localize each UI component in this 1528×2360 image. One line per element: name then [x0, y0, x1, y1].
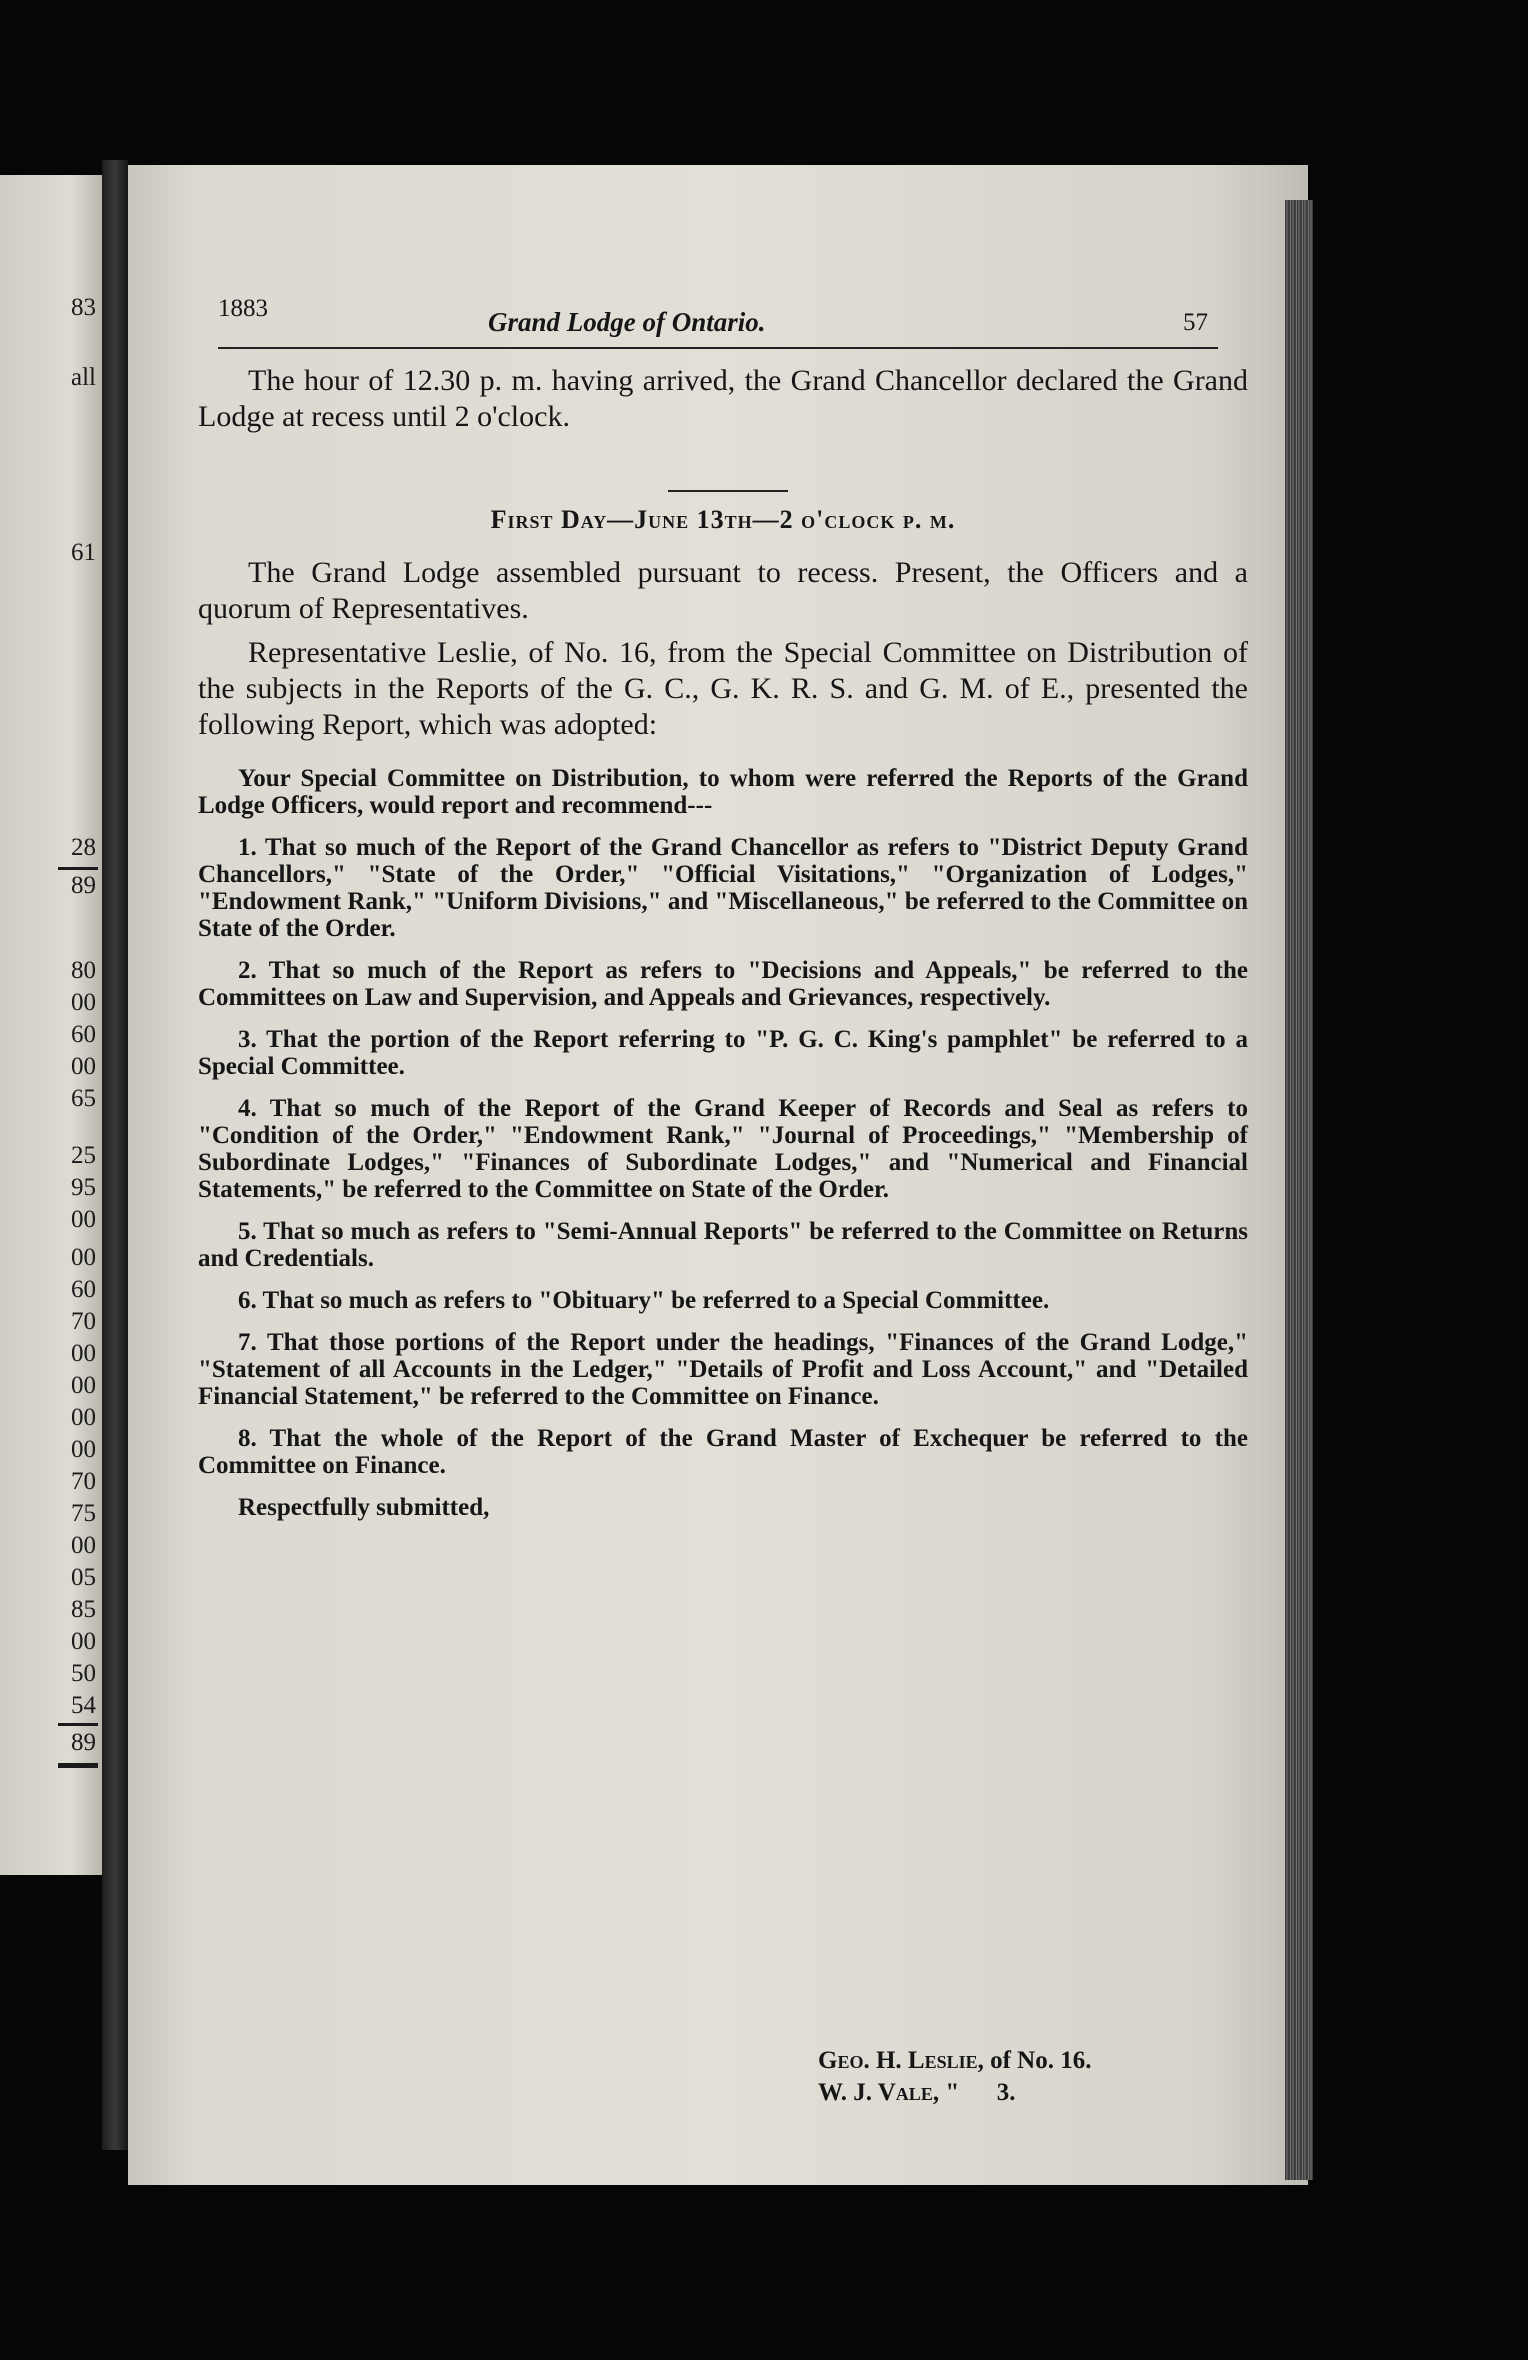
- book-gutter: [102, 160, 128, 2150]
- header-rule: [218, 347, 1218, 349]
- committee-paragraph-block: [198, 635, 1248, 743]
- margin-figure: 65: [71, 1085, 96, 1112]
- margin-figure: 00: [71, 1244, 96, 1271]
- assembly-paragraph-block: [198, 555, 1248, 627]
- margin-figure: 00: [71, 1436, 96, 1463]
- margin-figure: 70: [71, 1468, 96, 1495]
- margin-figure: 83: [71, 294, 96, 321]
- margin-figure: 00: [71, 1532, 96, 1559]
- margin-figure: 00: [71, 1053, 96, 1080]
- report-item: 7. That those portions of the Report under the headings, "Finances of the Grand Lodge," "Statement of all Accounts in the Ledger," "Details of Profit and Loss Account," and "Detailed Financial Statement," be referred to the Committee on Finance.: [198, 1329, 1248, 1410]
- margin-figure: 89: [71, 1729, 96, 1756]
- header-title: Grand Lodge of Ontario.: [488, 307, 766, 337]
- margin-figure: 00: [71, 989, 96, 1016]
- section-heading: First Day—June 13th—2 o'clock p. m.: [490, 505, 956, 534]
- section-divider: [668, 490, 788, 492]
- margin-figure: 80: [71, 957, 96, 984]
- report-item: 8. That the whole of the Report of the Grand Master of Exchequer be referred to the Committee on Finance.: [198, 1425, 1248, 1479]
- signature-line: [818, 2045, 1218, 2077]
- report-item: 1. That so much of the Report of the Grand Chancellor as refers to "District Deputy Grand Chancellors," "State of the Order," "Official Visitations," "Organization of Lodges," "Endowment Rank," "Uniform Divisions," and "Miscellaneous," be referred to the Committee on State of the Order.: [198, 834, 1248, 942]
- page-number: 57: [1183, 309, 1208, 336]
- signature-line: [818, 2077, 1218, 2109]
- signature-block: [818, 2045, 1218, 2109]
- margin-figure: 54: [71, 1692, 96, 1719]
- report-item: 3. That the portion of the Report referring to "P. G. C. King's pamphlet" be referred to a Special Committee.: [198, 1026, 1248, 1080]
- signatory-name: Geo. H. Leslie,: [818, 2047, 984, 2074]
- facing-page-fragment: [0, 175, 102, 1875]
- header-year: 1883: [218, 295, 268, 322]
- report-item: 5. That so much as refers to "Semi-Annual Reports" be referred to the Committee on Returns and Credentials.: [198, 1218, 1248, 1272]
- margin-figure: 89: [71, 872, 96, 899]
- margin-figure: 60: [71, 1276, 96, 1303]
- margin-figure: 00: [71, 1340, 96, 1367]
- margin-figure: 28: [71, 834, 96, 861]
- assembly-paragraph: The Grand Lodge assembled pursuant to recess. Present, the Officers and a quorum of Representatives.: [198, 556, 1248, 625]
- margin-figure: 00: [71, 1372, 96, 1399]
- margin-figure: 50: [71, 1660, 96, 1687]
- committee-paragraph: Representative Leslie, of No. 16, from the Special Committee on Distribution of the subjects in the Reports of the G. C., G. K. R. S. and G. M. of E., presented the following Report, which was adopted:: [198, 636, 1248, 741]
- running-header: [198, 295, 1248, 345]
- signatory-name: W. J. Vale,: [818, 2079, 940, 2106]
- signatory-lodge: of No. 16.: [990, 2047, 1092, 2074]
- margin-figure: 00: [71, 1404, 96, 1431]
- margin-figure: 85: [71, 1596, 96, 1623]
- page-edge-stack: [1285, 200, 1313, 2180]
- opening-paragraph: The hour of 12.30 p. m. having arrived, the Grand Chancellor declared the Grand Lodge at recess until 2 o'clock.: [198, 364, 1248, 433]
- margin-figure: 05: [71, 1564, 96, 1591]
- margin-figure: 75: [71, 1500, 96, 1527]
- margin-figure: 60: [71, 1021, 96, 1048]
- sum-rule: [58, 867, 98, 870]
- margin-figure: 25: [71, 1142, 96, 1169]
- margin-figure: 00: [71, 1628, 96, 1655]
- margin-fragment: all: [71, 364, 96, 391]
- report-item: 2. That so much of the Report as refers to "Decisions and Appeals," be referred to the Committees on Law and Supervision, and Appeals and Grievances, respectively.: [198, 957, 1248, 1011]
- report-intro: Your Special Committee on Distribution, to whom were referred the Reports of the Grand Lodge Officers, would report and recommend---: [198, 765, 1248, 819]
- closing-line: Respectfully submitted,: [238, 1494, 490, 1521]
- report-item: 6. That so much as refers to "Obituary" be referred to a Special Committee.: [238, 1287, 1050, 1314]
- report-block: [198, 765, 1248, 1522]
- signatory-lodge: " 3.: [945, 2079, 1016, 2106]
- report-item: 4. That so much of the Report of the Grand Keeper of Records and Seal as refers to "Condition of the Order," "Endowment Rank," "Journal of Proceedings," "Membership of Subordinate Lodges," "Finances of Subordinate Lodges," and "Numerical and Financial Statements," be referred to the Committee on State of the Order.: [198, 1095, 1248, 1203]
- book-page: [128, 165, 1308, 2185]
- margin-figure: 61: [71, 539, 96, 566]
- opening-paragraph-block: [198, 363, 1248, 435]
- margin-figure: 70: [71, 1308, 96, 1335]
- sum-rule: [58, 1723, 98, 1726]
- margin-figure: 95: [71, 1174, 96, 1201]
- margin-figure: 00: [71, 1206, 96, 1233]
- double-rule: [58, 1763, 98, 1768]
